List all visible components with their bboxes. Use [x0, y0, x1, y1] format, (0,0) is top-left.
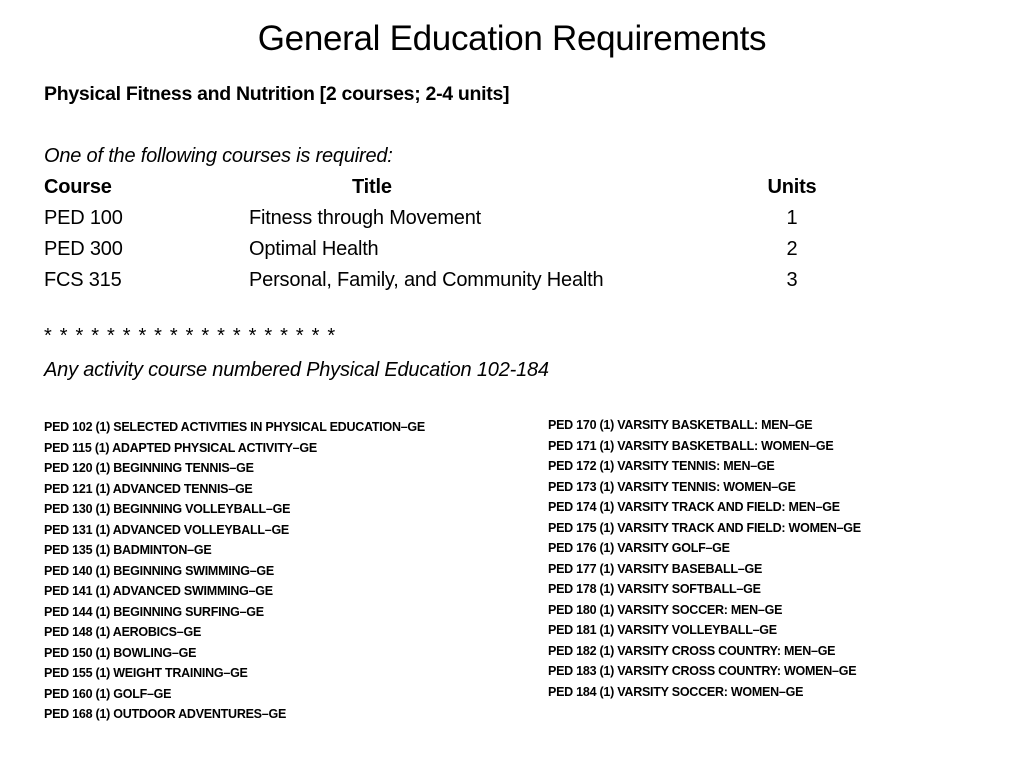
- list-item: PED 183 (1) VARSITY CROSS COUNTRY: WOMEN–GE: [548, 664, 857, 678]
- activity-list-right: [548, 415, 861, 702]
- course-units: 1: [786, 207, 798, 229]
- list-item: PED 115 (1) ADAPTED PHYSICAL ACTIVITY–GE: [44, 440, 317, 455]
- list-item: PED 175 (1) VARSITY TRACK AND FIELD: WOMEN–GE: [548, 520, 861, 535]
- list-item: PED 102 (1) SELECTED ACTIVITIES IN PHYSICAL EDUCATION–GE: [44, 420, 425, 434]
- list-item: PED 160 (1) GOLF–GE: [44, 686, 172, 701]
- header-units: Units: [767, 176, 817, 198]
- list-item: PED 173 (1) VARSITY TENNIS: WOMEN–GE: [548, 479, 796, 494]
- course-table: [44, 172, 844, 296]
- list-item: PED 130 (1) BEGINNING VOLLEYBALL–GE: [44, 502, 291, 516]
- list-item: PED 168 (1) OUTDOOR ADVENTURES–GE: [44, 707, 287, 721]
- list-item: PED 171 (1) VARSITY BASKETBALL: WOMEN–GE: [548, 438, 834, 453]
- list-item: PED 174 (1) VARSITY TRACK AND FIELD: MEN–GE: [548, 500, 840, 514]
- list-item: PED 178 (1) VARSITY SOFTBALL–GE: [548, 582, 761, 596]
- header-course: Course: [44, 176, 112, 198]
- list-item: PED 135 (1) BADMINTON–GE: [44, 543, 212, 557]
- list-item: PED 140 (1) BEGINNING SWIMMING–GE: [44, 563, 274, 578]
- list-item: PED 176 (1) VARSITY GOLF–GE: [548, 541, 730, 555]
- list-item: PED 144 (1) BEGINNING SURFING–GE: [44, 604, 264, 619]
- list-item: PED 150 (1) BOWLING–GE: [44, 645, 197, 660]
- activity-note: Any activity course numbered Physical Education 102-184: [44, 359, 549, 381]
- header-title: Title: [352, 176, 392, 198]
- list-item: PED 184 (1) VARSITY SOCCER: WOMEN–GE: [548, 684, 804, 699]
- course-units: 3: [786, 269, 798, 291]
- list-item: PED 141 (1) ADVANCED SWIMMING–GE: [44, 584, 273, 598]
- list-item: PED 121 (1) ADVANCED TENNIS–GE: [44, 481, 253, 496]
- table-row: [44, 203, 844, 234]
- list-item: PED 148 (1) AEROBICS–GE: [44, 625, 202, 639]
- list-item: PED 131 (1) ADVANCED VOLLEYBALL–GE: [44, 522, 290, 537]
- table-row: [44, 234, 844, 265]
- activity-list-left: [44, 417, 425, 725]
- separator: * * * * * * * * * * * * * * * * * * *: [44, 325, 337, 347]
- table-row: [44, 265, 844, 296]
- course-title: Fitness through Movement: [249, 207, 481, 229]
- course-code: PED 300: [44, 238, 123, 260]
- course-code: FCS 315: [44, 269, 122, 291]
- list-item: PED 170 (1) VARSITY BASKETBALL: MEN–GE: [548, 418, 813, 432]
- list-item: PED 155 (1) WEIGHT TRAINING–GE: [44, 666, 248, 680]
- section-heading: Physical Fitness and Nutrition [2 courses; 2-4 units]: [44, 83, 510, 105]
- list-item: PED 180 (1) VARSITY SOCCER: MEN–GE: [548, 602, 783, 617]
- list-item: PED 172 (1) VARSITY TENNIS: MEN–GE: [548, 459, 775, 473]
- list-item: PED 177 (1) VARSITY BASEBALL–GE: [548, 561, 763, 576]
- page-title: General Education Requirements: [257, 19, 767, 58]
- list-item: PED 120 (1) BEGINNING TENNIS–GE: [44, 461, 254, 475]
- course-title: Personal, Family, and Community Health: [249, 269, 604, 291]
- course-title: Optimal Health: [249, 238, 379, 260]
- list-item: PED 181 (1) VARSITY VOLLEYBALL–GE: [548, 623, 777, 637]
- intro-text: One of the following courses is required:: [44, 145, 393, 167]
- course-code: PED 100: [44, 207, 123, 229]
- course-units: 2: [786, 238, 798, 260]
- list-item: PED 182 (1) VARSITY CROSS COUNTRY: MEN–GE: [548, 643, 836, 658]
- table-header-row: [44, 172, 844, 203]
